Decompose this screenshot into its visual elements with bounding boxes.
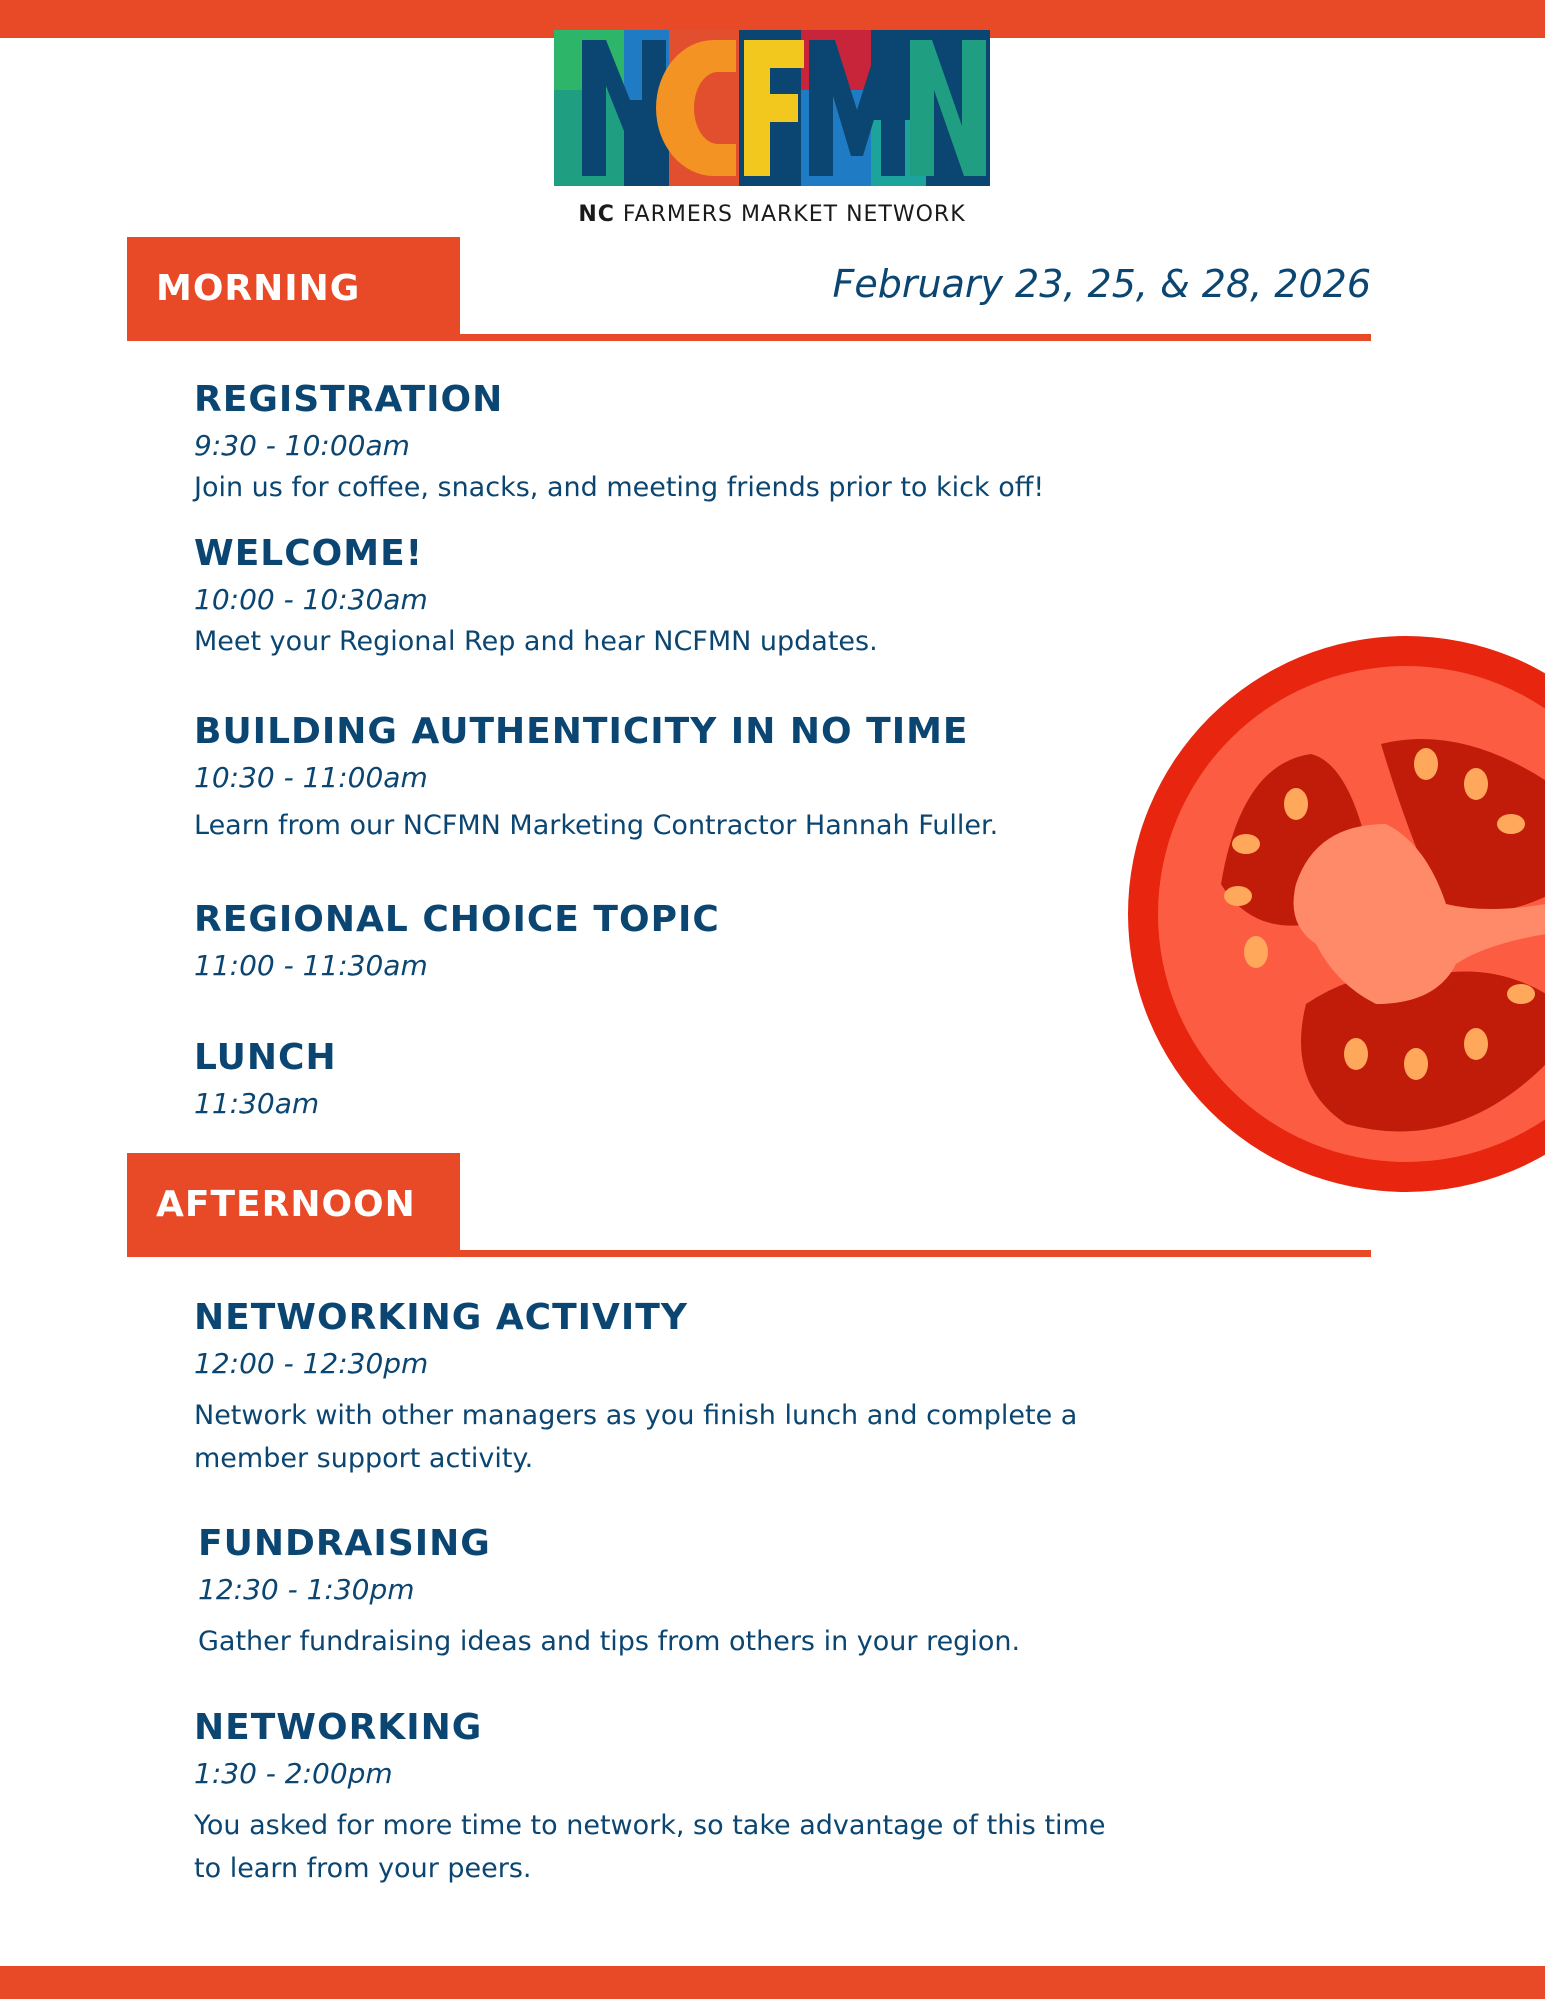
item-description-line: member support activity. xyxy=(194,1443,534,1474)
agenda-item-networking-activity xyxy=(194,1296,1194,1480)
bottom-accent-bar xyxy=(0,1966,1545,1999)
agenda-item-fundraising xyxy=(198,1522,1198,1663)
logo-subtitle: NC FARMERS MARKET NETWORK xyxy=(578,202,966,227)
item-time: 10:30 - 11:00am xyxy=(194,761,428,794)
item-title: BUILDING AUTHENTICITY IN NO TIME xyxy=(194,711,969,752)
item-description: Meet your Regional Rep and hear NCFMN updates. xyxy=(194,626,878,657)
agenda-item-networking xyxy=(194,1706,1194,1890)
item-description-line: Network with other managers as you finish lunch and complete a xyxy=(194,1400,1078,1431)
event-date: February 23, 25, & 28, 2026 xyxy=(832,262,1371,306)
tomato-slice-icon xyxy=(1126,634,1545,1194)
item-description: Gather fundraising ideas and tips from others in your region. xyxy=(198,1626,1021,1657)
item-time: 11:00 - 11:30am xyxy=(194,949,428,982)
item-time: 12:30 - 1:30pm xyxy=(198,1573,415,1606)
agenda-item-welcome xyxy=(194,532,1194,663)
item-time: 1:30 - 2:00pm xyxy=(194,1757,393,1790)
agenda-item-lunch xyxy=(194,1036,1194,1122)
item-title: NETWORKING xyxy=(194,1707,483,1748)
item-time: 11:30am xyxy=(194,1087,320,1120)
ncfmn-logo xyxy=(554,30,990,186)
section-divider-morning xyxy=(127,334,1371,341)
agenda-item-building-authenticity xyxy=(194,710,1194,847)
item-title: NETWORKING ACTIVITY xyxy=(194,1297,688,1338)
section-tab-afternoon: AFTERNOON xyxy=(127,1153,460,1256)
item-description xyxy=(194,1394,1194,1480)
section-divider-afternoon xyxy=(127,1250,1371,1257)
item-time: 12:00 - 12:30pm xyxy=(194,1347,429,1380)
item-title: FUNDRAISING xyxy=(198,1523,491,1564)
item-time: 10:00 - 10:30am xyxy=(194,583,428,616)
item-title: REGIONAL CHOICE TOPIC xyxy=(194,899,720,940)
item-time: 9:30 - 10:00am xyxy=(194,429,410,462)
item-description: Learn from our NCFMN Marketing Contractor Hannah Fuller. xyxy=(194,810,999,841)
item-title: REGISTRATION xyxy=(194,379,504,420)
item-description: Join us for coffee, snacks, and meeting friends prior to kick off! xyxy=(194,472,1045,503)
agenda-item-registration xyxy=(194,378,1194,509)
agenda-item-regional-choice xyxy=(194,898,1194,984)
item-description xyxy=(194,1804,1194,1890)
item-description-line: You asked for more time to network, so take advantage of this time xyxy=(194,1810,1106,1841)
section-tab-morning: MORNING xyxy=(127,237,460,340)
item-title: LUNCH xyxy=(194,1037,337,1078)
item-title: WELCOME! xyxy=(194,533,424,574)
item-description-line: to learn from your peers. xyxy=(194,1853,532,1884)
